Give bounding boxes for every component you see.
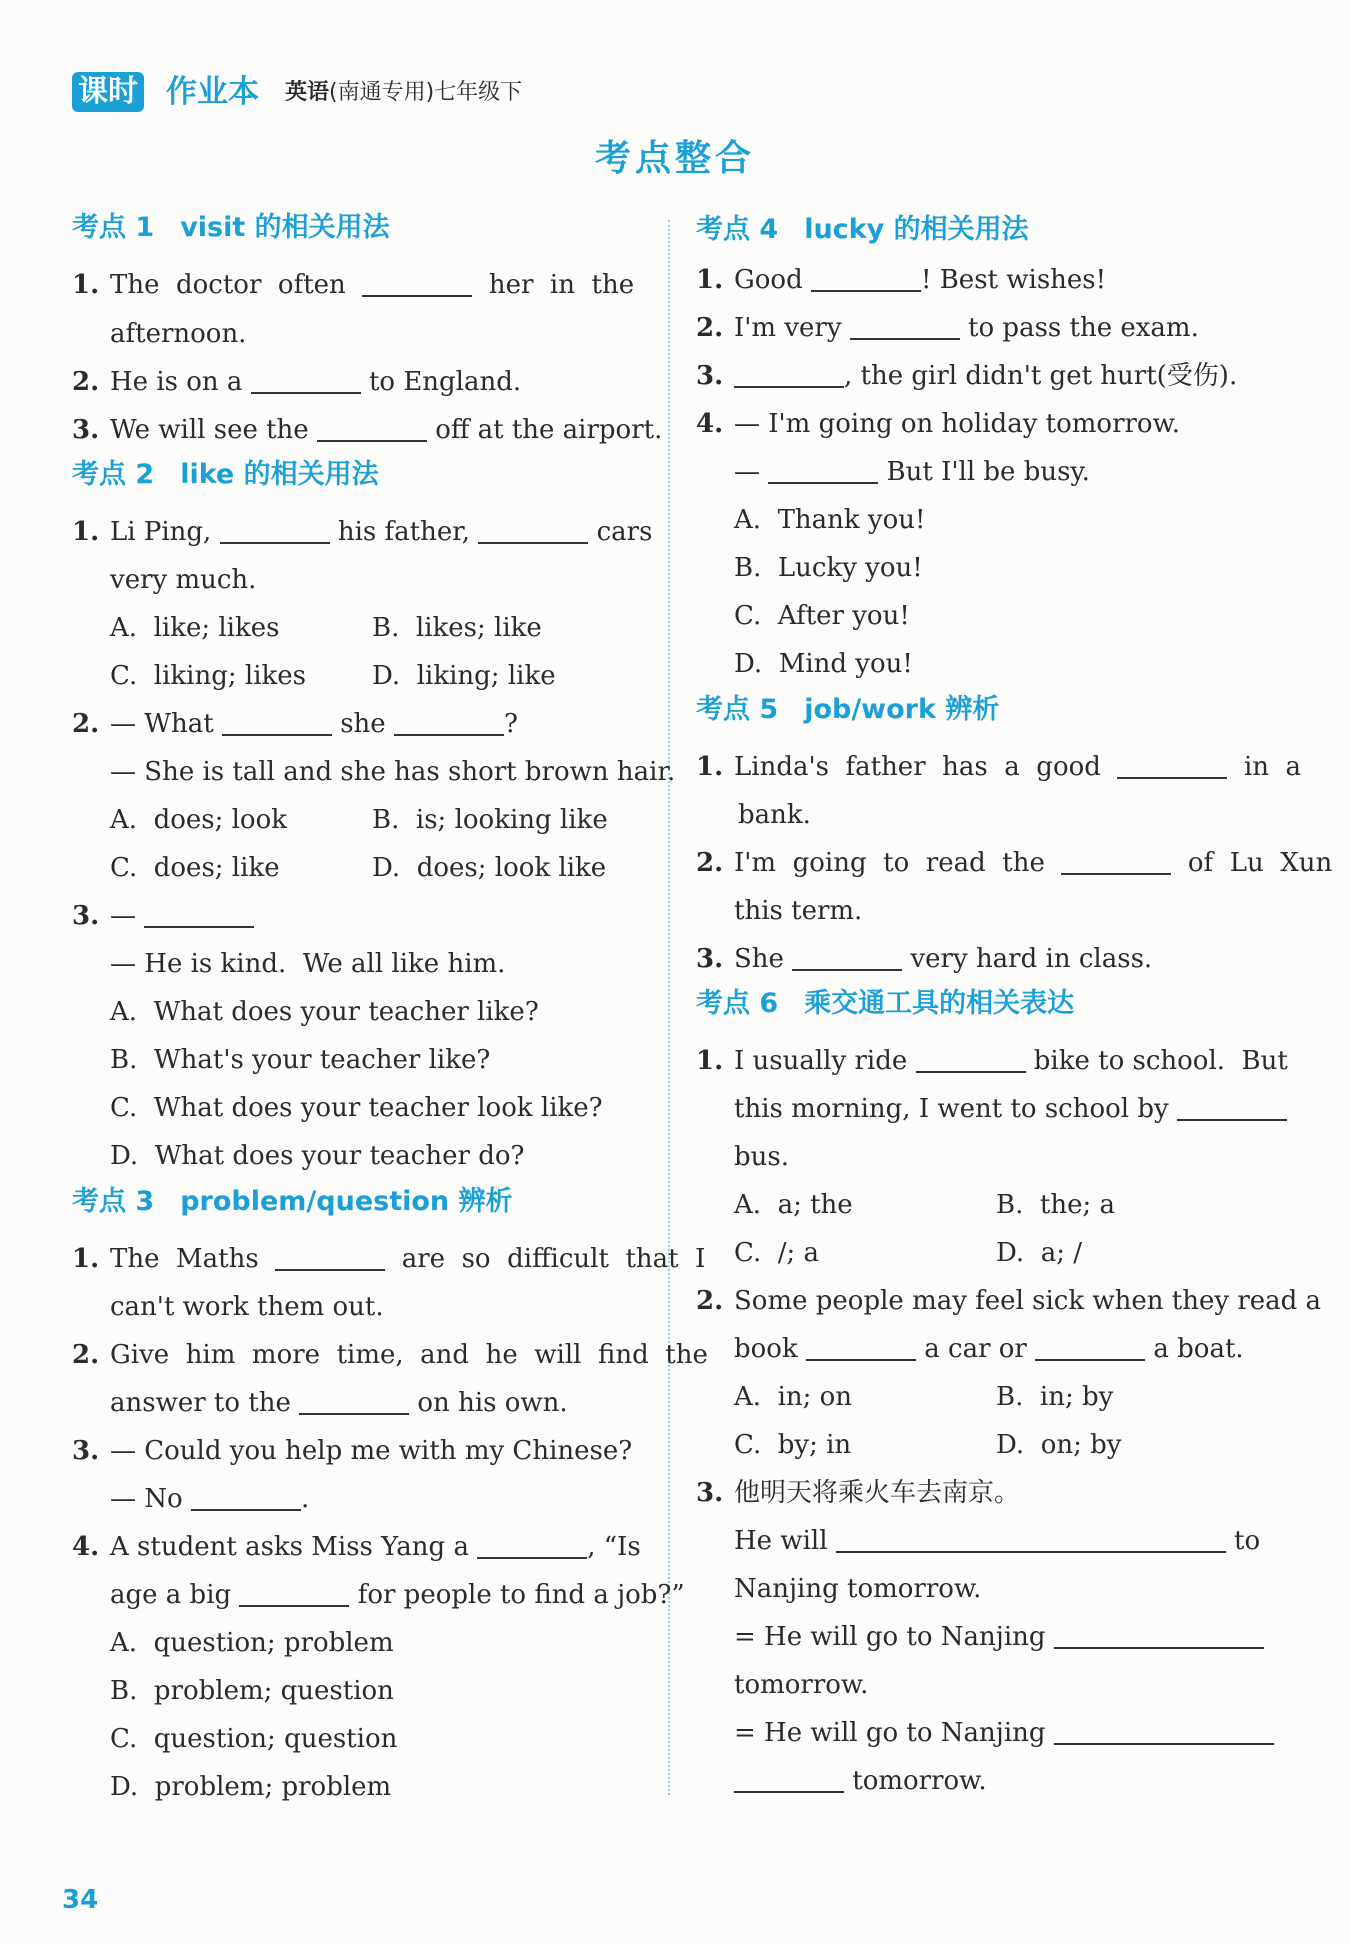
question-text: D. problem; problem xyxy=(110,1772,392,1802)
logo-badge: 课时 xyxy=(72,72,144,112)
question-text: tomorrow. xyxy=(844,1766,987,1796)
question-line xyxy=(110,995,539,1029)
question-text: Li Ping, xyxy=(110,517,220,547)
question-line xyxy=(996,1188,1115,1222)
question-text: this morning, I went to school by xyxy=(734,1094,1177,1124)
question-text: B. is; looking like xyxy=(372,805,608,835)
answer-blank xyxy=(394,708,504,736)
question-text: — He is kind. We all like him. xyxy=(110,949,506,979)
question-number: 2. xyxy=(72,1340,100,1370)
answer-blank xyxy=(734,360,844,388)
question-text: D. does; look like xyxy=(372,853,607,883)
question-text: Good xyxy=(734,265,811,295)
question-text: I usually ride xyxy=(734,1046,916,1076)
question-text: off at the airport. xyxy=(426,415,663,445)
question-text: A. in; on xyxy=(734,1382,853,1412)
question-text: — I'm going on holiday tomorrow. xyxy=(734,409,1181,439)
question-line xyxy=(110,1139,524,1173)
question-line xyxy=(734,503,925,537)
question-text: — No xyxy=(110,1484,191,1514)
question-line xyxy=(734,1572,981,1606)
question-number: 4. xyxy=(696,409,724,439)
question-line xyxy=(696,263,1106,297)
question-text: But I'll be busy. xyxy=(878,457,1090,487)
question-line xyxy=(996,1428,1121,1462)
question-text: — Could you help me with my Chinese? xyxy=(110,1436,633,1466)
question-text: B. problem; question xyxy=(110,1676,394,1706)
section-number: 考点 4 xyxy=(696,214,779,245)
section-label: like 的相关用法 xyxy=(180,459,379,490)
question-text: Nanjing tomorrow. xyxy=(734,1574,982,1604)
question-number: 2. xyxy=(72,709,100,739)
answer-blank xyxy=(239,1579,349,1607)
answer-blank xyxy=(916,1045,1026,1073)
section-label: problem/question 辨析 xyxy=(180,1186,513,1217)
question-text: Some people may feel sick when they read a xyxy=(734,1286,1322,1316)
question-text: C. What does your teacher look like? xyxy=(110,1093,603,1123)
question-line xyxy=(734,894,862,928)
question-line xyxy=(110,563,256,597)
question-line xyxy=(372,659,556,693)
question-number: 3. xyxy=(696,1478,724,1508)
answer-blank xyxy=(251,366,361,394)
section-label: job/work 辨析 xyxy=(804,694,1000,725)
question-text: very much. xyxy=(110,565,257,595)
question-text: for people to find a job?” xyxy=(349,1580,685,1610)
question-line xyxy=(372,803,608,837)
question-text: = He will go to Nanjing xyxy=(734,1718,1054,1748)
question-line xyxy=(696,942,1152,976)
question-text: D. a; / xyxy=(996,1238,1082,1268)
answer-blank xyxy=(191,1483,301,1511)
answer-blank xyxy=(1035,1333,1145,1361)
question-number: 3. xyxy=(696,361,724,391)
question-line xyxy=(110,1770,391,1804)
question-text: tomorrow. xyxy=(734,1670,869,1700)
question-text: can't work them out. xyxy=(110,1292,384,1322)
question-line xyxy=(734,1188,853,1222)
question-line xyxy=(110,1578,685,1612)
question-text: are so difficult that I xyxy=(385,1244,706,1274)
question-line xyxy=(72,1242,705,1276)
question-line xyxy=(734,1380,852,1414)
question-line xyxy=(696,407,1180,441)
question-line xyxy=(734,1092,1287,1126)
answer-blank xyxy=(1054,1621,1264,1649)
question-number: 1. xyxy=(696,1046,724,1076)
question-line xyxy=(734,599,910,633)
question-number: 1. xyxy=(72,1244,100,1274)
question-text: B. likes; like xyxy=(372,613,542,643)
question-text: D. on; by xyxy=(996,1430,1122,1460)
answer-blank xyxy=(299,1387,409,1415)
question-line xyxy=(110,947,505,981)
question-text: He will xyxy=(734,1526,836,1556)
question-number: 1. xyxy=(72,517,100,547)
question-line xyxy=(734,1332,1244,1366)
section-number: 考点 2 xyxy=(72,459,155,490)
question-line xyxy=(734,647,913,681)
answer-blank xyxy=(836,1525,1226,1553)
question-line xyxy=(72,515,652,549)
question-text: She xyxy=(734,944,793,974)
question-line xyxy=(734,551,923,585)
question-text: The Maths xyxy=(110,1244,276,1274)
question-line xyxy=(734,1524,1260,1558)
question-number: 1. xyxy=(696,265,724,295)
subject-detail: (南通专用)七年级下 xyxy=(329,80,523,105)
question-text: , the girl didn't get hurt(受伤). xyxy=(844,361,1238,391)
answer-blank xyxy=(806,1333,916,1361)
answer-blank xyxy=(144,900,254,928)
question-text: a car or xyxy=(915,1334,1036,1364)
question-line xyxy=(372,851,606,885)
question-text: his father, xyxy=(329,517,479,547)
section-heading xyxy=(72,210,390,246)
question-text: B. Lucky you! xyxy=(734,553,923,583)
question-text: A. like; likes xyxy=(110,613,280,643)
question-line xyxy=(696,1476,1020,1510)
question-line xyxy=(696,750,1301,784)
answer-blank xyxy=(811,264,921,292)
section-number: 考点 6 xyxy=(696,988,779,1019)
question-line xyxy=(696,1044,1288,1078)
answer-blank xyxy=(1177,1093,1287,1121)
question-text: = He will go to Nanjing xyxy=(734,1622,1054,1652)
question-text: cars xyxy=(588,517,653,547)
question-line xyxy=(72,1434,632,1468)
answer-blank xyxy=(317,414,427,442)
question-text: in a xyxy=(1227,752,1302,782)
question-line xyxy=(110,1482,309,1516)
question-line xyxy=(110,755,675,789)
question-number: 2. xyxy=(72,367,100,397)
answer-blank xyxy=(850,312,960,340)
question-line xyxy=(696,846,1332,880)
question-text: C. liking; likes xyxy=(110,661,306,691)
question-text: C. does; like xyxy=(110,853,280,883)
question-line xyxy=(996,1380,1113,1414)
question-line xyxy=(110,1386,568,1420)
answer-blank xyxy=(362,269,472,297)
question-number: 2. xyxy=(696,1286,724,1316)
section-heading xyxy=(72,1184,513,1220)
question-text: I'm going to read the xyxy=(734,848,1062,878)
question-line xyxy=(996,1236,1082,1270)
question-line xyxy=(734,1140,789,1174)
section-heading xyxy=(72,457,379,493)
question-line xyxy=(372,611,542,645)
question-line xyxy=(110,1091,603,1125)
question-text: her in the xyxy=(472,270,635,300)
answer-blank xyxy=(478,516,588,544)
question-text: B. What's your teacher like? xyxy=(110,1045,491,1075)
question-line xyxy=(72,707,518,741)
page-number: 34 xyxy=(62,1885,99,1915)
question-line xyxy=(72,413,662,447)
question-number: 3. xyxy=(696,944,724,974)
question-text: ? xyxy=(503,709,518,739)
question-text: book xyxy=(734,1334,806,1364)
subject-name: 英语 xyxy=(285,80,330,105)
question-text: answer to the xyxy=(110,1388,300,1418)
section-label: lucky 的相关用法 xyxy=(804,214,1029,245)
question-text: Give him more time, and he will find the xyxy=(110,1340,708,1370)
question-text: C. question; question xyxy=(110,1724,398,1754)
question-number: 1. xyxy=(696,752,724,782)
question-line xyxy=(110,1674,394,1708)
question-line xyxy=(734,1764,987,1798)
question-line xyxy=(696,1284,1321,1318)
question-text: A. does; look xyxy=(110,805,287,835)
question-text: B. the; a xyxy=(996,1190,1116,1220)
question-line xyxy=(734,1620,1264,1654)
question-text: A. a; the xyxy=(734,1190,853,1220)
question-line xyxy=(110,803,287,837)
question-line xyxy=(734,1668,868,1702)
question-text: A student asks Miss Yang a xyxy=(110,1532,478,1562)
question-text: afternoon. xyxy=(110,319,247,349)
question-line xyxy=(110,1626,394,1660)
section-heading xyxy=(696,212,1029,248)
question-text: D. liking; like xyxy=(372,661,556,691)
question-line xyxy=(734,1236,819,1270)
question-text: He is on a xyxy=(110,367,251,397)
answer-blank xyxy=(275,1243,385,1271)
question-text: A. Thank you! xyxy=(734,505,926,535)
section-label: visit 的相关用法 xyxy=(180,212,390,243)
question-text: ! Best wishes! xyxy=(920,265,1107,295)
question-text: C. /; a xyxy=(734,1238,820,1268)
question-number: 3. xyxy=(72,415,100,445)
question-text: a boat. xyxy=(1145,1334,1244,1364)
answer-blank xyxy=(220,516,330,544)
question-line xyxy=(734,1428,851,1462)
question-line xyxy=(72,1530,641,1564)
section-heading xyxy=(696,986,1074,1022)
section-number: 考点 3 xyxy=(72,1186,155,1217)
page-title: 考点整合 xyxy=(594,137,755,179)
question-text: The doctor often xyxy=(110,270,363,300)
question-text: to England. xyxy=(360,367,522,397)
question-text: of Lu Xun xyxy=(1171,848,1333,878)
question-text: 他明天将乘火车去南京。 xyxy=(734,1478,1021,1508)
question-line xyxy=(72,1338,708,1372)
answer-blank xyxy=(734,1765,844,1793)
question-text: age a big xyxy=(110,1580,240,1610)
question-text: bank. xyxy=(738,800,811,830)
question-line xyxy=(110,611,279,645)
question-text: — She is tall and she has short brown hair. xyxy=(110,757,676,787)
answer-blank xyxy=(1061,847,1171,875)
question-number: 1. xyxy=(72,270,100,300)
question-line xyxy=(110,1290,384,1324)
question-line xyxy=(72,365,521,399)
question-text: she xyxy=(331,709,394,739)
question-text: — xyxy=(734,457,769,487)
answer-blank xyxy=(768,456,878,484)
question-line xyxy=(110,317,246,351)
section-heading xyxy=(696,692,999,728)
section-label: 乘交通工具的相关表达 xyxy=(804,988,1075,1019)
question-text: , “Is xyxy=(587,1532,641,1562)
question-text: on his own. xyxy=(409,1388,568,1418)
question-text: A. What does your teacher like? xyxy=(110,997,539,1027)
question-number: 2. xyxy=(696,848,724,878)
question-text: to pass the exam. xyxy=(959,313,1199,343)
question-line xyxy=(734,455,1090,489)
question-line xyxy=(72,899,254,933)
question-number: 3. xyxy=(72,901,100,931)
question-text: D. Mind you! xyxy=(734,649,913,679)
question-number: 2. xyxy=(696,313,724,343)
answer-blank xyxy=(792,943,902,971)
answer-blank xyxy=(1117,751,1227,779)
section-number: 考点 1 xyxy=(72,212,155,243)
question-line xyxy=(72,268,634,302)
question-number: 3. xyxy=(72,1436,100,1466)
question-text: We will see the xyxy=(110,415,317,445)
question-text: I'm very xyxy=(734,313,850,343)
question-text: Linda's father has a good xyxy=(734,752,1118,782)
question-text: — What xyxy=(110,709,222,739)
logo-text: 作业本 xyxy=(166,74,259,110)
question-text: — xyxy=(110,901,145,931)
answer-blank xyxy=(222,708,332,736)
question-line xyxy=(696,311,1199,345)
question-line xyxy=(110,659,306,693)
question-text: B. in; by xyxy=(996,1382,1114,1412)
question-line xyxy=(110,1722,397,1756)
question-line xyxy=(110,851,280,885)
question-text: C. After you! xyxy=(734,601,910,631)
question-text: this term. xyxy=(734,896,863,926)
question-text: A. question; problem xyxy=(110,1628,394,1658)
question-text: to xyxy=(1225,1526,1261,1556)
question-text: bike to school. But xyxy=(1025,1046,1288,1076)
question-line xyxy=(734,1716,1274,1750)
question-text: D. What does your teacher do? xyxy=(110,1141,525,1171)
question-number: 4. xyxy=(72,1532,100,1562)
question-text: . xyxy=(300,1484,310,1514)
question-line xyxy=(738,798,811,832)
question-line xyxy=(110,1043,490,1077)
answer-blank xyxy=(477,1531,587,1559)
question-text: very hard in class. xyxy=(902,944,1153,974)
question-text: C. by; in xyxy=(734,1430,852,1460)
question-text: bus. xyxy=(734,1142,789,1172)
question-line xyxy=(696,359,1237,393)
section-number: 考点 5 xyxy=(696,694,779,725)
answer-blank xyxy=(1054,1717,1274,1745)
